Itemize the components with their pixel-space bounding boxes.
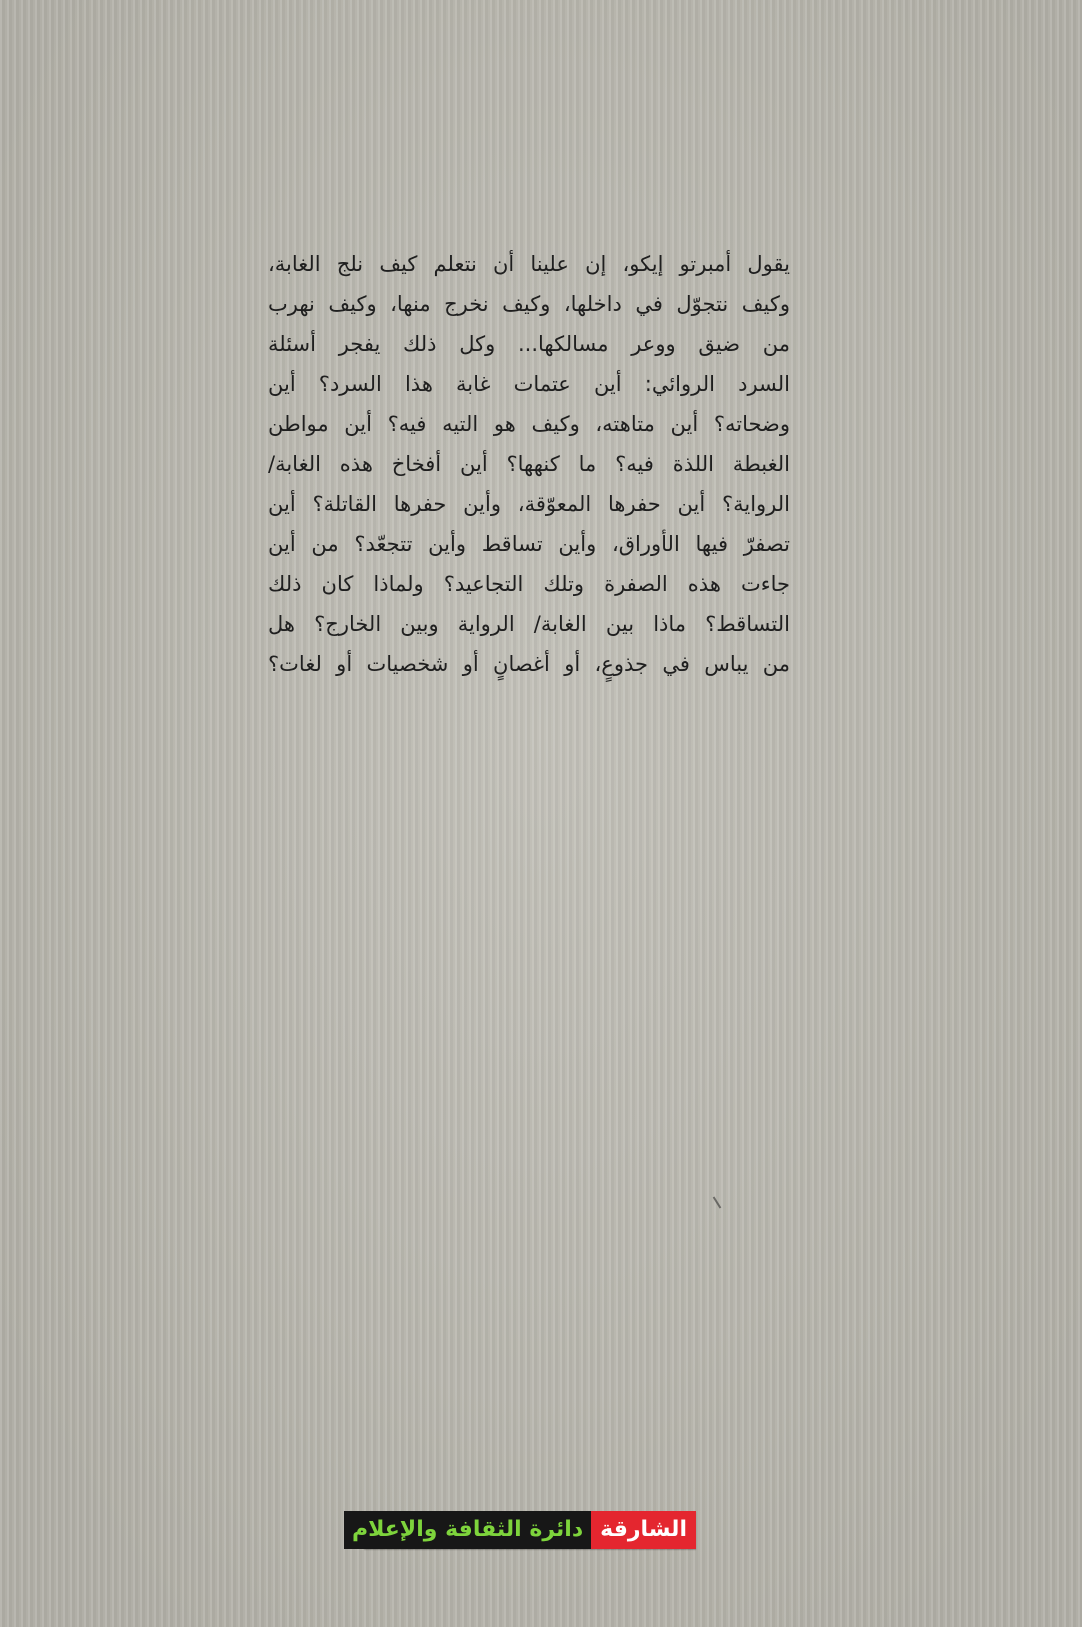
publisher-logo — [351, 1511, 696, 1549]
blurb-line: التساقط؟ ماذا بين الغابة/ الرواية وبين الخارج؟ هل — [268, 612, 790, 636]
blurb-line: السرد الروائي: أين عتمات غابة هذا السرد؟ أين — [268, 372, 790, 396]
blurb-line: الرواية؟ أين حفرها المعوّقة، وأين حفرها القاتلة؟ أين — [268, 492, 790, 516]
blurb-line: جاءت هذه الصفرة وتلك التجاعيد؟ ولماذا كان ذلك — [268, 572, 790, 596]
paper-scratch-mark — [713, 1196, 722, 1208]
publisher-department: دائرة الثقافة والإعلام — [344, 1511, 591, 1549]
blurb-line: وكيف نتجوّل في داخلها، وكيف نخرج منها، وكيف نهرب — [268, 292, 790, 316]
publisher-city: الشارقة — [591, 1511, 696, 1549]
blurb-paragraph — [268, 244, 790, 684]
blurb-line: من ضيق ووعر مسالكها... وكل ذلك يفجر أسئلة — [268, 332, 790, 356]
blurb-line: من يباس في جذوعٍ، أو أغصانٍ أو شخصيات أو لغات؟ — [268, 652, 790, 676]
blurb-line: تصفرّ فيها الأوراق، وأين تساقط وأين تتجعّد؟ من أين — [268, 532, 790, 556]
blurb-line: وضحاته؟ أين متاهته، وكيف هو التيه فيه؟ أين مواطن — [268, 412, 790, 436]
blurb-line: يقول أمبرتو إيكو، إن علينا أن نتعلم كيف نلج الغابة، — [268, 252, 790, 276]
blurb-line: الغبطة اللذة فيه؟ ما كنهها؟ أين أفخاخ هذه الغابة/ — [268, 452, 790, 476]
